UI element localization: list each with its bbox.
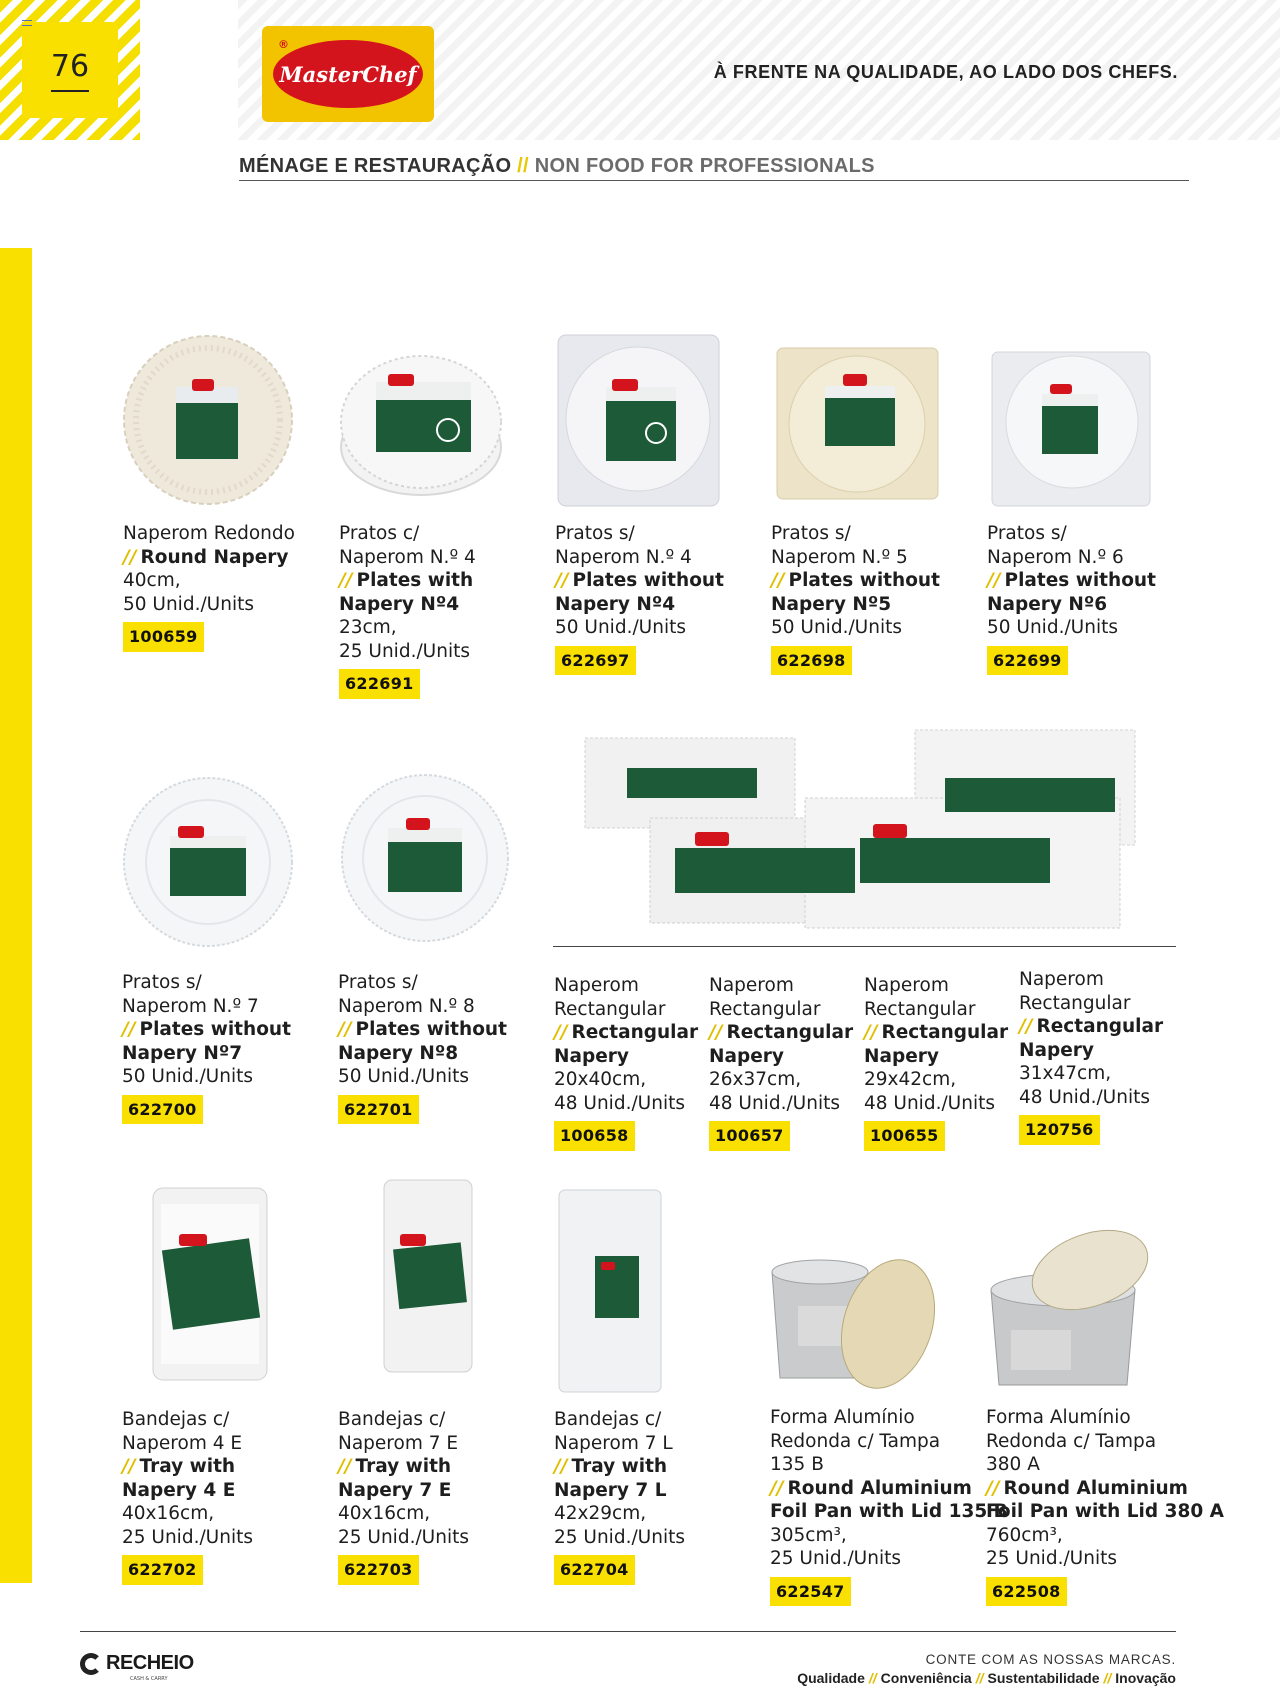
- product-units: 48 Unid./Units: [554, 1092, 685, 1114]
- product-name-pt: Rectangular: [864, 998, 976, 1020]
- product-units: 25 Unid./Units: [770, 1548, 901, 1569]
- product-name-en: Napery: [709, 1045, 784, 1067]
- product-name-pt: Naperom Redondo: [123, 523, 295, 544]
- product-units: 50 Unid./Units: [338, 1066, 469, 1087]
- product-code: 622547: [770, 1577, 851, 1607]
- product-card: [122, 971, 291, 1124]
- product-units: 50 Unid./Units: [123, 593, 254, 615]
- product-name-en: Napery Nº5: [771, 593, 892, 615]
- product-name-pt: Naperom N.º 7: [122, 995, 259, 1017]
- recheio-logo-icon: [80, 1653, 102, 1675]
- product-image-3: [556, 333, 721, 508]
- product-name-en: // Round Aluminium: [986, 1477, 1188, 1499]
- product-name-en: Napery 7 E: [338, 1479, 452, 1501]
- product-code: 622703: [338, 1555, 419, 1585]
- product-name-en: // Plates without: [771, 570, 940, 591]
- product-name-en: // Rectangular: [864, 1022, 1009, 1043]
- product-code: 622701: [338, 1095, 419, 1125]
- product-name-pt: Naperom: [1019, 969, 1104, 990]
- product-image-14: [768, 1236, 943, 1396]
- product-name-en: Napery Nº6: [987, 593, 1108, 615]
- product-units: 25 Unid./Units: [339, 640, 470, 662]
- product-name-pt: Bandejas c/: [338, 1409, 446, 1430]
- footer-value: Conveniência: [880, 1670, 972, 1686]
- product-image-1: [118, 333, 298, 508]
- product-name-en: // Plates without: [987, 570, 1156, 591]
- product-card: [123, 522, 295, 652]
- product-name-en: Foil Pan with Lid 380 A: [986, 1501, 1224, 1522]
- product-name-pt: Pratos s/: [122, 972, 202, 993]
- product-units: 25 Unid./Units: [338, 1526, 469, 1548]
- section-rule: [239, 180, 1189, 181]
- product-units: 25 Unid./Units: [986, 1548, 1117, 1569]
- product-units: 50 Unid./Units: [555, 617, 686, 638]
- product-name-pt: Naperom N.º 5: [771, 546, 908, 568]
- section-separator: //: [517, 155, 529, 177]
- footer-tagline: CONTE COM AS NOSSAS MARCAS.: [925, 1652, 1176, 1667]
- product-code: 622508: [986, 1577, 1067, 1607]
- product-card: [554, 974, 698, 1151]
- product-name-pt: Rectangular: [1019, 992, 1131, 1014]
- product-name-pt: Forma Alumínio: [770, 1407, 915, 1428]
- product-code: 622700: [122, 1095, 203, 1125]
- product-size: 40x16cm,: [338, 1503, 431, 1524]
- product-code: 100658: [554, 1121, 635, 1151]
- product-name-pt: Bandejas c/: [122, 1409, 230, 1430]
- product-name-pt: Naperom 7 E: [338, 1432, 459, 1454]
- section-title: [239, 155, 875, 178]
- product-name-pt: Naperom: [709, 975, 794, 996]
- product-name-en: Napery Nº4: [555, 593, 676, 615]
- product-units: 50 Unid./Units: [771, 617, 902, 638]
- product-name-pt: Pratos s/: [987, 523, 1067, 544]
- footer-values: Qualidade // Conveniência // Sustentabilidade // Inovação: [797, 1670, 1176, 1686]
- product-name-en: Napery 7 L: [554, 1479, 667, 1501]
- product-name-en: Napery Nº7: [122, 1042, 243, 1064]
- page-number-box: [22, 22, 118, 118]
- product-name-pt: Pratos s/: [338, 972, 418, 993]
- product-name-en: // Plates with: [339, 570, 474, 591]
- product-card: [339, 522, 476, 699]
- product-image-4: [775, 346, 940, 501]
- product-size: 20x40cm,: [554, 1069, 647, 1090]
- page-number: 76: [50, 48, 90, 84]
- product-name-en: Napery Nº8: [338, 1042, 459, 1064]
- product-units: 25 Unid./Units: [554, 1526, 685, 1548]
- product-name-en: // Round Aluminium: [770, 1477, 972, 1499]
- footer-value: Qualidade: [797, 1670, 865, 1686]
- product-code: 622704: [554, 1555, 635, 1585]
- product-units: 50 Unid./Units: [122, 1066, 253, 1087]
- product-code: 622698: [771, 646, 852, 676]
- product-name-en: // Tray with: [338, 1456, 452, 1477]
- product-name-en: // Tray with: [554, 1456, 668, 1477]
- product-name-en: // Rectangular: [1019, 1016, 1164, 1037]
- product-name-pt: Naperom N.º 6: [987, 546, 1124, 568]
- product-name-pt: 135 B: [770, 1454, 824, 1475]
- product-name-en: // Plates without: [122, 1019, 291, 1040]
- product-size: 42x29cm,: [554, 1503, 647, 1524]
- product-name-pt: Naperom 4 E: [122, 1432, 243, 1454]
- product-card: [555, 522, 724, 675]
- product-image-15: [985, 1220, 1155, 1395]
- product-volume: 305cm³,: [770, 1524, 847, 1546]
- recheio-logo-subtitle: CASH & CARRY: [130, 1676, 168, 1682]
- divider: [553, 946, 1176, 947]
- product-size: 26x37cm,: [709, 1069, 802, 1090]
- product-code: 100659: [123, 622, 204, 652]
- product-size: 40cm,: [123, 570, 181, 591]
- product-code: 120756: [1019, 1115, 1100, 1145]
- product-name-pt: Naperom N.º 4: [339, 546, 476, 568]
- product-name-pt: 380 A: [986, 1454, 1040, 1475]
- product-units: 48 Unid./Units: [709, 1092, 840, 1114]
- product-size: 31x47cm,: [1019, 1063, 1112, 1084]
- product-name-en: // Round Napery: [123, 546, 289, 568]
- product-name-pt: Rectangular: [554, 998, 666, 1020]
- product-name-pt: Rectangular: [709, 998, 821, 1020]
- footer-rule: [80, 1631, 1176, 1632]
- product-card: [987, 522, 1156, 675]
- product-code: 622699: [987, 646, 1068, 676]
- footer-value: Sustentabilidade: [987, 1670, 1100, 1686]
- product-code: 100657: [709, 1121, 790, 1151]
- product-name-en: Napery Nº4: [339, 593, 460, 615]
- product-units: 48 Unid./Units: [864, 1092, 995, 1114]
- product-units: 25 Unid./Units: [122, 1526, 253, 1548]
- product-image-rectangular-napery: [575, 728, 1145, 933]
- product-size: 29x42cm,: [864, 1069, 957, 1090]
- product-volume: 760cm³,: [986, 1524, 1063, 1546]
- product-card: [986, 1406, 1224, 1606]
- product-card: [338, 971, 507, 1124]
- left-accent-bar: [0, 248, 32, 1583]
- product-card: [1019, 968, 1163, 1145]
- product-code: 622691: [339, 669, 420, 699]
- footer-value: Inovação: [1115, 1670, 1176, 1686]
- page-number-underline: [51, 90, 89, 92]
- slogan: À FRENTE NA QUALIDADE, AO LADO DOS CHEFS.: [713, 62, 1178, 82]
- corner-stripe-pattern: [0, 0, 140, 140]
- masterchef-logo: [262, 26, 434, 122]
- product-name-en: Napery 4 E: [122, 1479, 236, 1501]
- product-image-7: [340, 772, 510, 944]
- product-name-pt: Pratos s/: [555, 523, 635, 544]
- product-name-pt: Naperom: [554, 975, 639, 996]
- product-name-pt: Redonda c/ Tampa: [986, 1430, 1157, 1452]
- product-image-12: [378, 1176, 478, 1376]
- product-code: 100655: [864, 1121, 945, 1151]
- product-image-11: [145, 1184, 275, 1384]
- product-name-en: Napery: [1019, 1039, 1094, 1061]
- product-name-en: // Rectangular: [709, 1022, 854, 1043]
- product-card: [122, 1408, 253, 1585]
- product-units: 50 Unid./Units: [987, 617, 1118, 638]
- section-title-pt: MÉNAGE E RESTAURAÇÃO: [239, 155, 512, 177]
- product-name-pt: Naperom N.º 4: [555, 546, 692, 568]
- registered-mark: ®: [278, 38, 289, 51]
- product-code: 622697: [555, 646, 636, 676]
- product-card: [338, 1408, 469, 1585]
- product-units: 48 Unid./Units: [1019, 1086, 1150, 1108]
- product-name-pt: Naperom: [864, 975, 949, 996]
- product-card: [864, 974, 1008, 1151]
- product-name-en: // Rectangular: [554, 1022, 699, 1043]
- product-image-13: [555, 1186, 665, 1396]
- logo-text: MasterChef: [279, 61, 417, 87]
- product-card: [554, 1408, 685, 1585]
- product-name-en: // Tray with: [122, 1456, 236, 1477]
- recheio-logo-text: RECHEIO: [106, 1652, 194, 1674]
- product-name-en: // Plates without: [555, 570, 724, 591]
- section-title-en: NON FOOD FOR PROFESSIONALS: [534, 155, 875, 177]
- product-size: 23cm,: [339, 617, 397, 638]
- corner-mark: [22, 20, 32, 26]
- product-card: [770, 1406, 1008, 1606]
- product-name-pt: Redonda c/ Tampa: [770, 1430, 941, 1452]
- product-name-pt: Pratos c/: [339, 523, 420, 544]
- product-card: [771, 522, 940, 675]
- product-name-pt: Pratos s/: [771, 523, 851, 544]
- product-card: [709, 974, 853, 1151]
- product-name-en: // Plates without: [338, 1019, 507, 1040]
- product-name-pt: Forma Alumínio: [986, 1407, 1131, 1428]
- recheio-logo: [80, 1652, 194, 1675]
- product-image-6: [122, 776, 294, 948]
- product-name-en: Foil Pan with Lid 135 B: [770, 1501, 1008, 1522]
- product-name-en: Napery: [864, 1045, 939, 1067]
- product-name-pt: Naperom 7 L: [554, 1432, 673, 1454]
- product-code: 622702: [122, 1555, 203, 1585]
- product-name-pt: Bandejas c/: [554, 1409, 662, 1430]
- logo-oval: [273, 40, 423, 108]
- product-image-5: [990, 350, 1152, 508]
- product-image-2: [336, 352, 506, 497]
- product-name-pt: Naperom N.º 8: [338, 995, 475, 1017]
- footer-tagline-block: [797, 1652, 1176, 1686]
- product-size: 40x16cm,: [122, 1503, 215, 1524]
- product-name-en: Napery: [554, 1045, 629, 1067]
